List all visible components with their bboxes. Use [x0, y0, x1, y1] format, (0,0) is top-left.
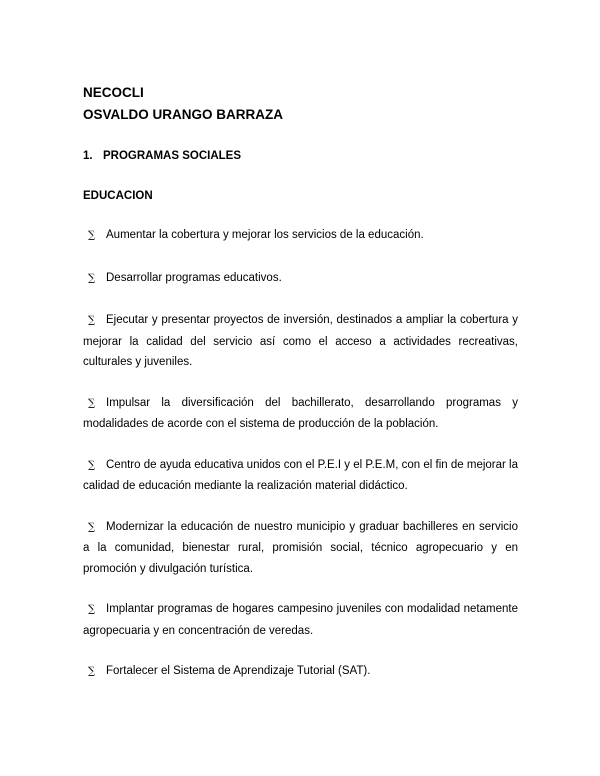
document-page	[83, 82, 518, 683]
list-item-text: Aumentar la cobertura y mejorar los servicios de la educación.	[106, 229, 424, 241]
list-item-text: Modernizar la educación de nuestro municipio y graduar bachilleres en servicio a la comunidad, bienestar rural, promisión social, técnico agropecuario y en promoción y divulgación turística.	[83, 520, 518, 575]
person-name: OSVALDO URANGO BARRAZA	[83, 107, 283, 122]
list-item	[83, 393, 518, 435]
subsection-heading: EDUCACION	[83, 190, 153, 202]
bullet-icon: ∑	[88, 459, 96, 471]
bullet-icon: ∑	[88, 521, 96, 533]
list-item	[83, 268, 518, 290]
list-item-text: Implantar programas de hogares campesino juveniles con modalidad netamente agropecuaria y en concentración de veredas.	[83, 603, 518, 637]
bullet-icon: ∑	[88, 666, 96, 677]
bullet-icon: ∑	[88, 272, 96, 284]
list-item	[83, 225, 518, 247]
municipality-title: NECOCLI	[83, 85, 144, 100]
list-item-text: Centro de ayuda educativa unidos con el P.E.I y el P.E.M, con el fin de mejorar la calidad de educación mediante la realización material didáctico.	[83, 458, 518, 492]
bullet-icon: ∑	[88, 604, 96, 615]
list-item	[83, 661, 518, 683]
list-item-text: Desarrollar programas educativos.	[106, 271, 282, 284]
education-list	[83, 225, 518, 683]
list-item	[83, 517, 518, 580]
list-item-text: Impulsar la diversificación del bachillerato, desarrollando programas y modalidades de acorde con el sistema de producción de la población.	[83, 396, 518, 430]
list-item-text: Ejecutar y presentar proyectos de inversión, destinados a ampliar la cobertura y mejorar la calidad del servicio así como el acceso a actividades recreativas, culturales y juveniles.	[83, 314, 518, 368]
bullet-icon: ∑	[88, 230, 96, 241]
list-item	[83, 455, 518, 497]
section-heading	[83, 148, 518, 164]
list-item-text: Fortalecer el Sistema de Aprendizaje Tutorial (SAT).	[106, 665, 371, 677]
section-title: PROGRAMAS SOCIALES	[103, 150, 242, 162]
list-item	[83, 599, 518, 641]
bullet-icon: ∑	[88, 397, 96, 409]
bullet-icon: ∑	[88, 315, 96, 326]
section-number: 1.	[83, 150, 93, 162]
list-item	[83, 310, 518, 373]
